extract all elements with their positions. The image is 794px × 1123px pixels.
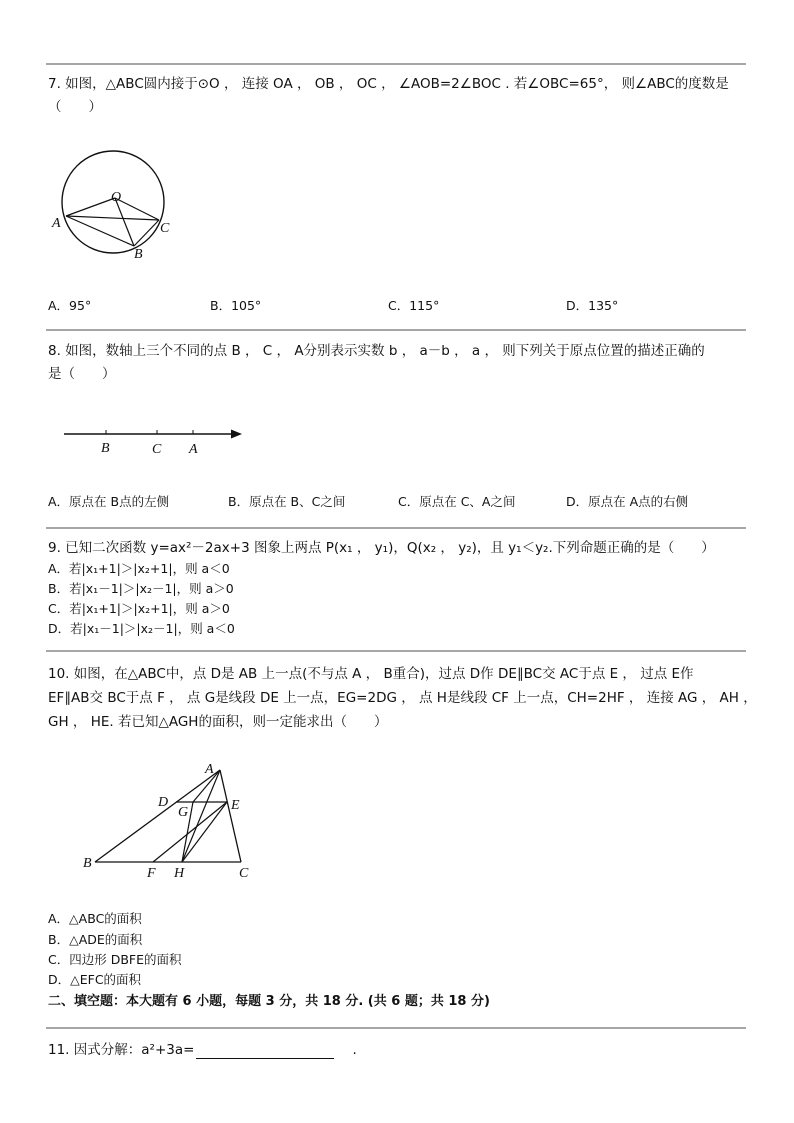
q7-option-c[interactable]: C．115° [388, 298, 440, 313]
q8-stem-line1: 8. 如图，数轴上三个不同的点 B ， C ， A分别表示实数 b ， a－b ， a ， 则下列关于原点位置的描述正确的 [48, 343, 705, 359]
q9-option-b[interactable]: B．若|x₁－1|＞|x₂－1|，则 a＞0 [48, 581, 234, 596]
q9-stem: 9. 已知二次函数 y=ax²－2ax+3 图象上两点 P(x₁ ， y₁)，Q(x₂ ， y₂)，且 y₁＜y₂.下列命题正确的是（ ） [48, 540, 715, 556]
q8-option-c[interactable]: C．原点在 C、A之间 [398, 494, 516, 509]
q10-label-c: C [239, 866, 249, 881]
q10-label-a: A [205, 762, 214, 777]
q11-stem [48, 1041, 357, 1059]
q8-stem-line2: 是（ ） [48, 366, 116, 382]
q8-option-a[interactable]: A．原点在 B点的左侧 [48, 494, 170, 509]
q7-option-b[interactable]: B．105° [210, 298, 262, 313]
q9-option-d[interactable]: D．若|x₁－1|＞|x₂－1|，则 a＜0 [48, 621, 235, 636]
q10-stem-line3: GH ， HE. 若已知△AGH的面积，则一定能求出（ ） [48, 714, 388, 730]
q7-label-b: B [134, 247, 143, 262]
q7-label-c: C [160, 221, 170, 236]
q10-option-c[interactable]: C．四边形 DBFE的面积 [48, 952, 182, 967]
q11-answer-blank[interactable] [196, 1045, 334, 1059]
q8-label-a: A [189, 442, 198, 457]
q10-triangle-figure [83, 762, 249, 881]
q10-stem-line2: EF∥AB交 BC于点 F ， 点 G是线段 DE 上一点，EG=2DG ， 点 H是线段 CF 上一点，CH=2HF ， 连接 AG ， AH ， [48, 690, 757, 706]
q8-option-d[interactable]: D．原点在 A点的右侧 [566, 494, 689, 509]
q7-label-o: O [111, 190, 122, 205]
q10-label-d: D [158, 795, 169, 810]
q10-label-e: E [231, 798, 240, 813]
q10-label-b: B [83, 856, 92, 871]
q10-stem-line1: 10. 如图，在△ABC中，点 D是 AB 上一点(不与点 A ， B重合)，过点 D作 DE∥BC交 AC于点 E ， 过点 E作 [48, 666, 694, 682]
q7-option-a[interactable]: A．95° [48, 298, 92, 313]
q10-label-f: F [147, 866, 156, 881]
arrow-right-icon [231, 430, 242, 439]
q7-circle-figure [51, 151, 170, 262]
q11-prefix: 11. 因式分解：a²+3a= [48, 1042, 195, 1058]
q10-label-h: H [174, 866, 185, 881]
q10-option-d[interactable]: D．△EFC的面积 [48, 972, 142, 987]
q7-option-d[interactable]: D．135° [566, 298, 619, 313]
q8-label-b: B [101, 441, 110, 456]
q11-suffix: . [352, 1042, 357, 1058]
q7-stem-line2: （ ） [48, 99, 102, 115]
section-heading: 二、填空题：本大题有 6 小题，每题 3 分，共 18 分. (共 6 题；共 18 分) [48, 994, 490, 1009]
q9-option-a[interactable]: A．若|x₁+1|＞|x₂+1|，则 a＜0 [48, 561, 230, 576]
q10-option-b[interactable]: B．△ADE的面积 [48, 932, 143, 947]
q7-stem-line1: 7. 如图，△ABC圆内接于⊙O ， 连接 OA ， OB ， OC ， ∠AOB=2∠BOC . 若∠OBC=65°， 则∠ABC的度数是 [48, 76, 729, 92]
q8-option-b[interactable]: B．原点在 B、C之间 [228, 494, 346, 509]
q8-label-c: C [152, 442, 162, 457]
q7-label-a: A [52, 216, 61, 231]
q8-number-line [64, 430, 242, 458]
q10-option-a[interactable]: A．△ABC的面积 [48, 911, 142, 926]
q10-label-g: G [178, 805, 189, 820]
q9-option-c[interactable]: C．若|x₁+1|＞|x₂+1|，则 a＞0 [48, 601, 230, 616]
